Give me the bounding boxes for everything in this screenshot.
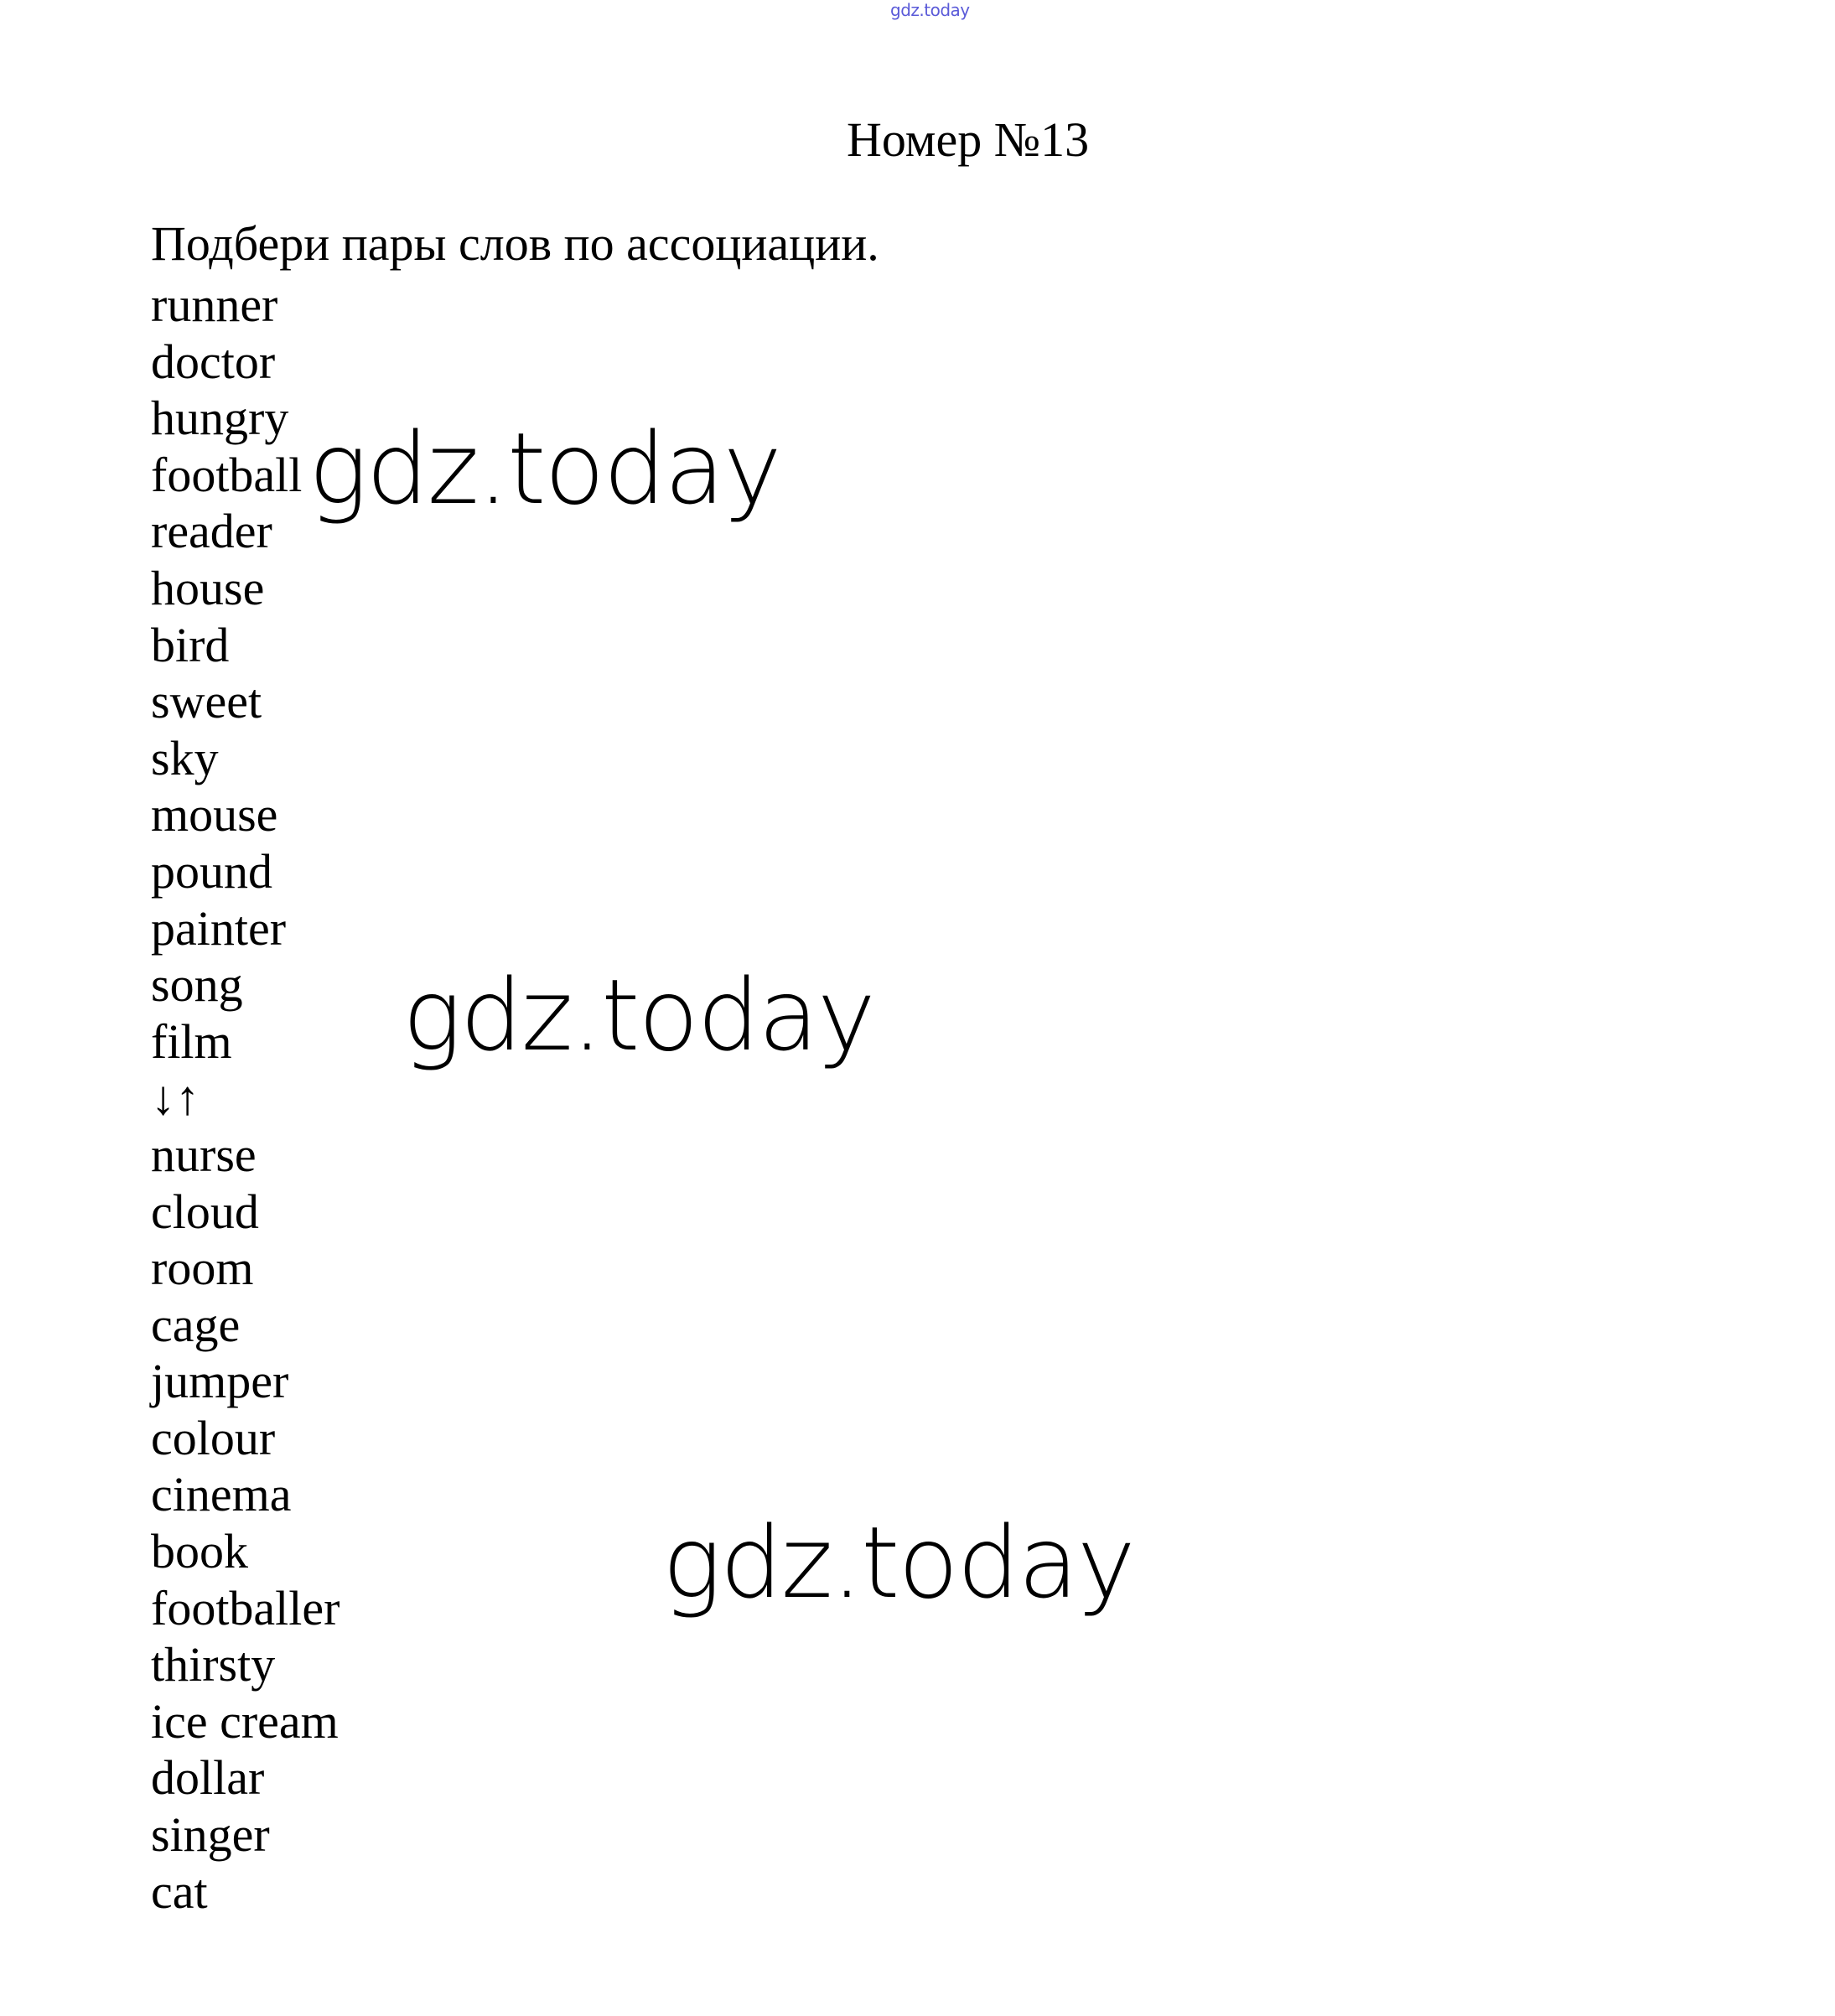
word-item: thirsty (151, 1637, 276, 1692)
word-item: book (151, 1524, 248, 1579)
word-item: colour (151, 1410, 276, 1465)
word-item: mouse (151, 787, 278, 842)
word-item: film (151, 1013, 232, 1069)
word-item: runner (151, 277, 278, 332)
word-item: cinema (151, 1467, 292, 1522)
word-item: singer (151, 1807, 270, 1863)
word-item: reader (151, 504, 272, 559)
word-item: bird (151, 617, 230, 672)
watermark: gdz.today (662, 1505, 1134, 1620)
word-item: ice cream (151, 1693, 339, 1749)
watermark: gdz.today (308, 411, 780, 526)
word-item: doctor (151, 334, 276, 389)
word-item: pound (151, 843, 272, 899)
word-item: room (151, 1241, 254, 1296)
word-item: nurse (151, 1127, 257, 1182)
word-item: cage (151, 1297, 241, 1352)
swap-arrows-icon: ↓↑ (151, 1070, 200, 1126)
word-item: hungry (151, 391, 289, 446)
word-item: jumper (151, 1354, 289, 1409)
word-item: song (151, 957, 243, 1013)
word-item: sky (151, 730, 219, 785)
word-item: dollar (151, 1750, 265, 1806)
word-item: painter (151, 900, 287, 956)
word-item: cat (151, 1863, 208, 1919)
page-title: Номер №13 (847, 112, 1090, 167)
word-item: football (151, 447, 303, 502)
word-item: sweet (151, 674, 262, 729)
word-item: house (151, 560, 265, 615)
site-mark: gdz.today (890, 0, 970, 20)
word-item: cloud (151, 1184, 259, 1239)
task-instruction: Подбери пары слов по ассоциации. (151, 216, 879, 271)
watermark: gdz.today (402, 957, 874, 1073)
word-item: footballer (151, 1580, 340, 1635)
